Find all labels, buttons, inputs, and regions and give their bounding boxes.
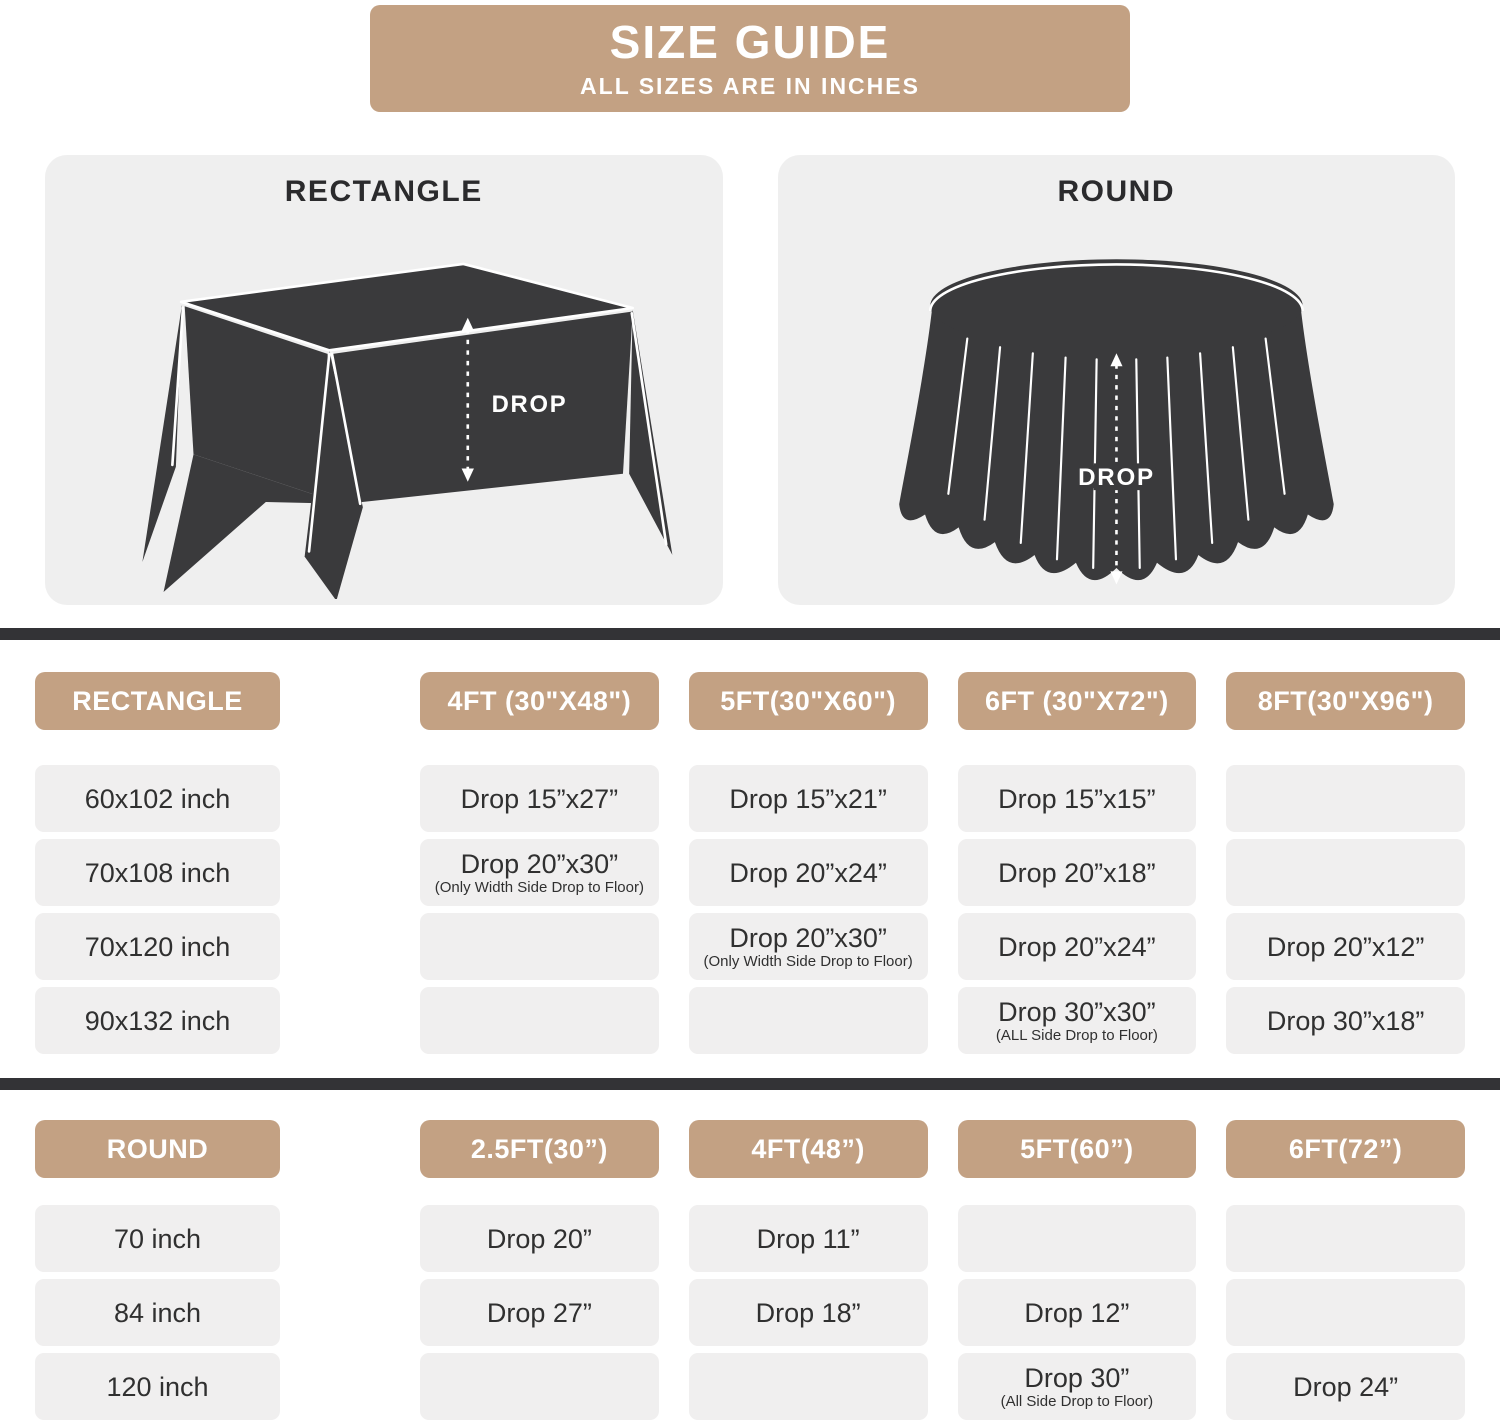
round-row-header: ROUND [35, 1120, 280, 1178]
size-cell [420, 765, 659, 832]
size-cell [420, 913, 659, 980]
rectangle-panel [45, 155, 723, 605]
size-cell [958, 987, 1197, 1054]
table-row [35, 839, 1465, 906]
cell-drop-value: Drop 30” [1024, 1363, 1130, 1393]
cell-drop-value: Drop 30”x18” [1266, 1005, 1425, 1036]
rectangle-table-header [35, 672, 1465, 730]
column-header-2-5ft: 2.5FT(30”) [420, 1120, 659, 1178]
row-label-text: 70 inch [113, 1223, 202, 1254]
size-cell [689, 1279, 928, 1346]
row-label [35, 765, 280, 832]
cell-drop-value: Drop 20”x24” [729, 857, 887, 888]
size-cell [1226, 1353, 1465, 1420]
round-size-table [0, 1120, 1500, 1420]
table-row [35, 913, 1465, 980]
column-header-8ft: 8FT(30"X96") [1226, 672, 1465, 730]
illustration-panels [45, 155, 1455, 605]
column-header-5ft: 5FT(60”) [958, 1120, 1197, 1178]
round-drop-label: DROP [1077, 464, 1155, 492]
cell-drop-note: (All Side Drop to Floor) [1000, 1393, 1154, 1410]
size-cell [1226, 1205, 1465, 1272]
cell-drop-value: Drop 12” [1024, 1297, 1130, 1328]
row-label [35, 913, 280, 980]
row-label [35, 1353, 280, 1420]
section-divider [0, 1078, 1500, 1090]
round-panel [778, 155, 1456, 605]
row-label-text: 70x108 inch [84, 857, 231, 888]
size-cell [958, 765, 1197, 832]
row-label-text: 90x132 inch [84, 1005, 231, 1036]
size-guide-banner [370, 5, 1130, 112]
size-cell [689, 1353, 928, 1420]
cell-drop-value: Drop 20”x12” [1266, 931, 1425, 962]
row-label [35, 839, 280, 906]
row-label [35, 1205, 280, 1272]
round-table-header [35, 1120, 1465, 1178]
table-row [35, 1205, 1465, 1272]
table-row [35, 765, 1465, 832]
section-divider [0, 628, 1500, 640]
size-cell [1226, 987, 1465, 1054]
cell-drop-value: Drop 11” [756, 1223, 860, 1254]
rectangle-panel-title: RECTANGLE [284, 175, 483, 208]
size-cell [958, 1279, 1197, 1346]
cell-drop-value: Drop 20”x24” [998, 931, 1156, 962]
size-cell [420, 1353, 659, 1420]
size-cell [1226, 913, 1465, 980]
size-cell [958, 913, 1197, 980]
rectangle-tablecloth-illustration [93, 211, 675, 599]
table-row [35, 987, 1465, 1054]
column-header-4ft: 4FT (30"X48") [420, 672, 659, 730]
rectangle-tablecloth-shape [142, 264, 672, 599]
size-cell [689, 987, 928, 1054]
cell-drop-value: Drop 24” [1293, 1371, 1399, 1402]
size-cell [689, 1205, 928, 1272]
size-cell [958, 1353, 1197, 1420]
column-header-4ft: 4FT(48”) [689, 1120, 928, 1178]
table-row [35, 1353, 1465, 1420]
rectangle-row-header: RECTANGLE [35, 672, 280, 730]
rectangle-drop-label: DROP [491, 391, 568, 419]
page-title: SIZE GUIDE [609, 16, 891, 68]
size-cell [958, 839, 1197, 906]
cell-drop-value: Drop 20”x30” [729, 923, 887, 953]
page-subtitle: ALL SIZES ARE IN INCHES [580, 73, 920, 99]
cell-drop-value: Drop 20” [486, 1223, 592, 1254]
column-header-6ft: 6FT (30"X72") [958, 672, 1197, 730]
table-row [35, 1279, 1465, 1346]
cell-drop-value: Drop 18” [755, 1297, 861, 1328]
cell-drop-value: Drop 20”x30” [460, 849, 619, 879]
column-header-6ft: 6FT(72”) [1226, 1120, 1465, 1178]
cell-drop-note: (Only Width Side Drop to Floor) [434, 879, 644, 896]
round-tablecloth-illustration [819, 211, 1414, 599]
cell-drop-value: Drop 15”x15” [998, 783, 1156, 814]
column-header-5ft: 5FT(30"X60") [689, 672, 928, 730]
row-label-text: 60x102 inch [84, 783, 231, 814]
rectangle-size-table [0, 672, 1500, 1054]
size-cell [420, 987, 659, 1054]
row-label-text: 120 inch [106, 1371, 209, 1402]
round-panel-title: ROUND [1057, 175, 1175, 208]
size-cell [958, 1205, 1197, 1272]
row-label-text: 84 inch [113, 1297, 202, 1328]
size-cell [1226, 839, 1465, 906]
cell-drop-note: (ALL Side Drop to Floor) [995, 1027, 1158, 1044]
cell-drop-value: Drop 30”x30” [998, 997, 1156, 1027]
size-cell [689, 765, 928, 832]
size-cell [689, 839, 928, 906]
cell-drop-value: Drop 15”x27” [460, 783, 619, 814]
row-label [35, 987, 280, 1054]
size-cell [1226, 1279, 1465, 1346]
row-label-text: 70x120 inch [84, 931, 231, 962]
cell-drop-value: Drop 15”x21” [729, 783, 887, 814]
row-label [35, 1279, 280, 1346]
cell-drop-note: (Only Width Side Drop to Floor) [703, 953, 913, 970]
size-cell [420, 1279, 659, 1346]
size-cell [689, 913, 928, 980]
size-cell [420, 839, 659, 906]
size-cell [420, 1205, 659, 1272]
size-cell [1226, 765, 1465, 832]
cell-drop-value: Drop 27” [486, 1297, 592, 1328]
cell-drop-value: Drop 20”x18” [998, 857, 1156, 888]
